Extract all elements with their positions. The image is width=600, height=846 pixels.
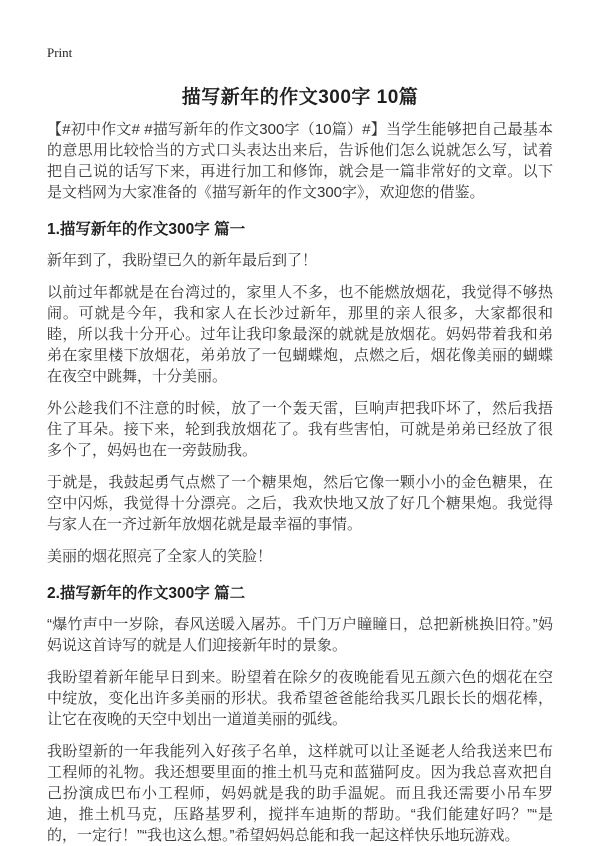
page-title: 描写新年的作文300字 10篇: [181, 87, 419, 108]
essay1-paragraph: 新年到了，我盼望已久的新年最后到了！: [47, 252, 318, 269]
essay1-paragraph: 美丽的烟花照亮了全家人的笑脸！: [47, 548, 273, 565]
essay1-paragraph: 外公趁我们不注意的时候，放了一个轰天雷，巨响声把我吓坏了，然后我捂住了耳朵。接下来，轮到我放烟花了。我有些害怕，可就是弟弟已经放了很多个了，妈妈也在一旁鼓励我。: [47, 400, 553, 459]
essay2-paragraph: “爆竹声中一岁除，春风送暖入屠苏。千门万户瞳瞳日，总把新桃换旧符。”妈妈说这首诗写的就是人们迎接新年时的景象。: [47, 616, 553, 654]
essay1-paragraph: 于就是，我鼓起勇气点燃了一个糖果炮，然后它像一颗小小的金色糖果，在空中闪烁，我觉得十分漂亮。之后，我欢快地又放了好几个糖果炮。我觉得与家人在一齐过新年放烟花就是最幸福的事情。: [47, 474, 553, 533]
document-body: [47, 119, 553, 846]
essay2-paragraph: 我盼望着新年能早日到来。盼望着在除夕的夜晚能看见五颜六色的烟花在空中绽放，变化出许多美丽的形状。我希望爸爸能给我买几跟长长的烟花棒，让它在夜晚的天空中划出一道道美丽的弧线。: [47, 669, 553, 728]
section-heading-2: 2.描写新年的作文300字 篇二: [47, 585, 246, 602]
section-heading-1: 1.描写新年的作文300字 篇一: [47, 221, 246, 238]
print-link[interactable]: Print: [47, 45, 73, 60]
essay1-paragraph: 以前过年都就是在台湾过的，家里人不多，也不能燃放烟花，我觉得不够热闹。可就是今年，我和家人在长沙过新年，那里的亲人很多，大家都很和睦，所以我十分开心。过年让我印象最深的就就是放烟花。妈妈带着我和弟弟在家里楼下放烟花，弟弟放了一包蝴蝶炮，点燃之后，烟花像美丽的蝴蝶在夜空中跳舞，十分美丽。: [47, 284, 553, 385]
intro-paragraph: 【#初中作文# #描写新年的作文300字（10篇）#】当学生能够把自己最基本的意思用比较恰当的方式口头表达出来后，告诉他们怎么说就怎么写，试着把自己说的话写下来，再进行加工和修饰，就会是一篇非常好的文章。以下是文档网为大家准备的《描写新年的作文300字》，欢迎您的借鉴。: [47, 121, 553, 201]
essay2-paragraph: 我盼望新的一年我能列入好孩子名单，这样就可以让圣诞老人给我送来巴布工程师的礼物。我还想要里面的推土机马克和蓝猫阿皮。因为我总喜欢把自己扮演成巴布小工程师，妈妈就是我的助手温妮。而且我还需要小吊车罗迪，推土机马克，压路基罗利，搅拌车迪斯的帮助。“我们能建好吗？”“是的，一定行！”“我也这么想。”希望妈妈总能和我一起这样快乐地玩游戏。: [47, 743, 553, 844]
